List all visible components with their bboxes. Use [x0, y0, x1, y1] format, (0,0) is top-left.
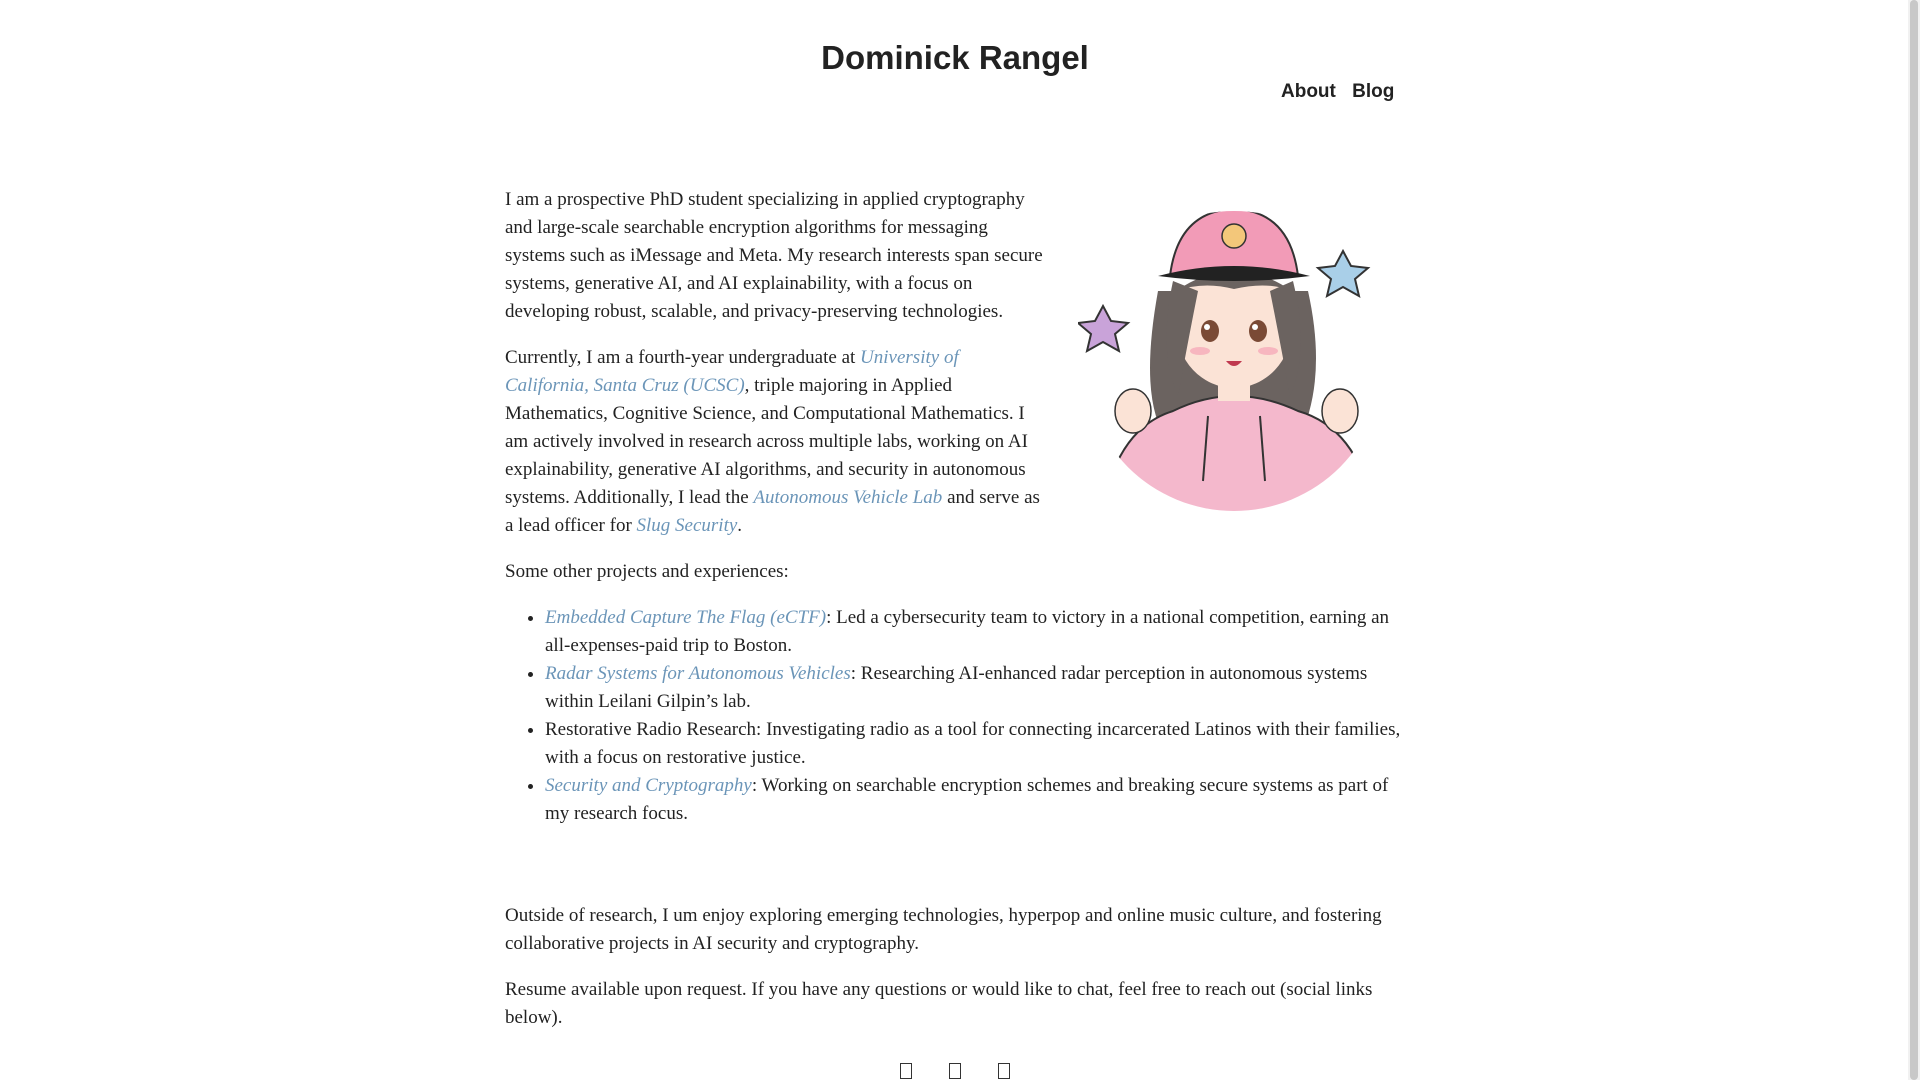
autonomous-vehicle-lab-link[interactable]: Autonomous Vehicle Lab [753, 487, 943, 508]
projects-heading: Some other projects and experiences: [505, 561, 789, 582]
projects-list [505, 604, 1405, 828]
security-cryptography-link[interactable]: Security and Cryptography [545, 775, 752, 796]
slug-security-link[interactable]: Slug Security [636, 515, 738, 536]
github-icon[interactable] [949, 1063, 961, 1079]
scrollbar-thumb[interactable] [1910, 0, 1918, 1080]
resume-paragraph: Resume available upon request. If you have any questions or would like to chat, feel free to reach out (social links below). [505, 979, 1373, 1028]
list-item: • Radar Systems for Autonomous Vehicles: Researching AI-enhanced radar perception in autonomous systems within Leilani Gilpin’s lab. [545, 660, 1405, 716]
nav-blog-link[interactable]: Blog [1352, 81, 1395, 102]
main-nav [1281, 80, 1405, 104]
list-item: • Embedded Capture The Flag (eCTF): Led a cybersecurity team to victory in a national competition, earning an all-expenses-paid trip to Boston. [545, 604, 1405, 660]
list-item: • Security and Cryptography: Working on searchable encryption schemes and breaking secure systems as part of my research focus. [545, 772, 1405, 828]
linkedin-icon[interactable] [998, 1063, 1010, 1079]
current-studies-paragraph: Currently, I am a fourth-year undergraduate at University of California, Santa Cruz (UCSC), triple majoring in Applied Mathematics, Cognitive Science, and Computational Mathematics. I am actively involved in research across multiple labs, working on AI explainability, generative AI algorithms, and security in autonomous systems. Additionally, I lead the Autonomous Vehicle Lab and serve as a lead officer for Slug Security. [505, 347, 1040, 536]
radar-systems-link[interactable]: Radar Systems for Autonomous Vehicles [545, 663, 851, 684]
list-item: • Restorative Radio Research: Investigating radio as a tool for connecting incarcerated Latinos with their families, with a focus on restorative justice. [545, 716, 1405, 772]
nav-about-link[interactable]: About [1281, 81, 1336, 102]
ucsc-link[interactable]: University of California, Santa Cruz (UCSC) [505, 347, 959, 396]
outside-research-paragraph: Outside of research, I um enjoy exploring emerging technologies, hyperpop and online music culture, and fostering collaborative projects in AI security and cryptography. [505, 905, 1382, 954]
scrollbar[interactable] [1908, 0, 1920, 1080]
email-icon[interactable] [900, 1063, 912, 1079]
intro-paragraph: I am a prospective PhD student specializing in applied cryptography and large-scale searchable encryption algorithms for messaging systems such as iMessage and Meta. My research interests span secure systems, generative AI, and AI explainability, with a focus on developing robust, scalable, and privacy-preserving technologies. [505, 189, 1043, 322]
main-content [505, 186, 1405, 1050]
ectf-link[interactable]: Embedded Capture The Flag (eCTF) [545, 607, 827, 628]
site-title: Dominick Rangel [821, 39, 1089, 76]
social-links [0, 1060, 1910, 1079]
